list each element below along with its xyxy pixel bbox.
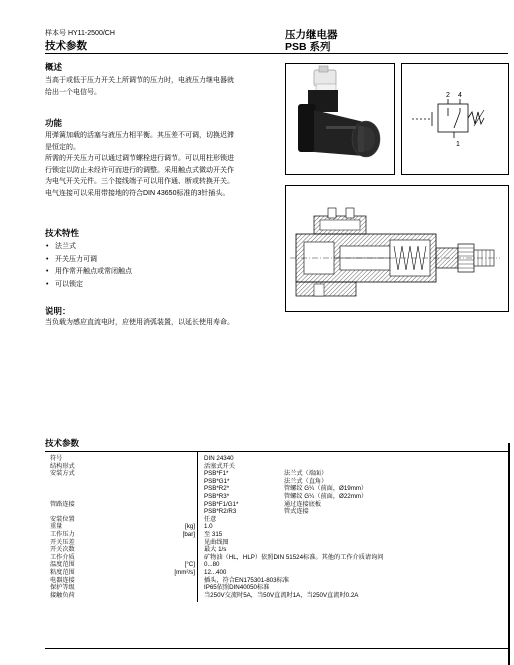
function-line: 所需的开关压力可以通过调节螺栓进行调节。可以用柱形锁进 (45, 155, 234, 162)
row-label: 工作压力 (50, 530, 75, 538)
row-value: PSB*G1* (198, 478, 285, 486)
row-label: 结构形式 (50, 462, 75, 470)
overview-line: 给出一个电信号。 (45, 88, 101, 96)
table-row (45, 523, 507, 531)
row-label: 开关次数 (50, 546, 75, 554)
overview-section (45, 61, 275, 98)
series-title: PSB 系列 (285, 41, 331, 53)
row-extra (284, 523, 507, 531)
tech-table (45, 452, 507, 602)
table-row (45, 485, 507, 493)
row-extra (284, 546, 507, 554)
function-line: 用弹簧加载的活塞与液压力相平衡。其压差不可调，切换迟滞 (45, 132, 234, 139)
table-row (45, 554, 507, 562)
table-row (45, 584, 507, 592)
note-section (45, 305, 280, 329)
function-line: 电气连接可以采用带接地的符合DIN 43650标准的3针插头。 (45, 189, 230, 197)
table-row (45, 478, 507, 486)
row-value: 任意 (198, 516, 285, 524)
row-label: 温度范围 (50, 561, 75, 569)
row-unit: [bar] (182, 530, 195, 538)
feature-item: • 法兰式 (45, 241, 265, 254)
row-extra (284, 561, 507, 569)
row-extra (284, 539, 507, 547)
row-value: 插头，符合EN175301-803标准 (198, 577, 508, 585)
row-extra (284, 452, 507, 463)
row-value: PSB*R3* (198, 493, 285, 501)
row-unit (142, 452, 198, 463)
row-unit (142, 539, 198, 547)
row-extra: 法兰式（端面） (284, 470, 328, 478)
row-value: 1.0 (198, 523, 285, 531)
note-text: 当负载为感应直流电时，应使用消弧装置，以延长使用寿命。 (45, 319, 234, 326)
row-unit (142, 485, 198, 493)
row-value: 当250V交流时5A，当50V直流时1A，当250V直流时0.2A (198, 592, 508, 603)
hydraulic-symbol (401, 63, 509, 175)
row-extra: 管螺纹 G¼（前面，Ø22mm） (284, 492, 368, 500)
features-section (45, 227, 265, 291)
table-row (45, 501, 507, 509)
header-rule (45, 53, 508, 54)
row-label: 管路连接 (50, 500, 75, 508)
note-title: 说明： (45, 306, 71, 316)
table-row (45, 452, 507, 463)
table-row (45, 592, 507, 603)
table-row (45, 508, 507, 516)
table-row (45, 561, 507, 569)
section-title: 技术参数 (45, 40, 87, 52)
row-value: PSB*R2/R3 (198, 508, 285, 516)
row-unit (142, 577, 198, 585)
side-bar (508, 443, 510, 665)
row-label: 保护等级 (50, 584, 75, 592)
switch-symbol-icon (402, 64, 508, 174)
row-label: 安装方式 (50, 470, 75, 478)
row-value: 矿物油（HL，HLP）依照DIN 51524标准。其他的工作介质请询问 (198, 554, 508, 562)
row-extra: 管螺纹 G¼（前面，Ø19mm） (284, 485, 368, 493)
row-unit (142, 516, 198, 524)
row-extra (284, 531, 507, 539)
pressure-switch-photo (286, 64, 394, 174)
section-drawing (285, 185, 509, 312)
row-unit (142, 508, 198, 516)
port-label: 4 (458, 92, 462, 99)
row-unit: [mm²/s] (174, 568, 195, 576)
table-row (45, 493, 507, 501)
table-row (45, 577, 507, 585)
row-value: 至 315 (198, 531, 285, 539)
row-value: 0...80 (198, 561, 285, 569)
row-label: 开关压差 (50, 538, 75, 546)
row-extra: 通过连接底板 (284, 500, 322, 508)
tech-title: 技术参数 (45, 438, 80, 448)
function-section (45, 117, 280, 199)
row-unit (142, 493, 198, 501)
row-value: IP65依照DIN40050标准 (198, 584, 508, 592)
table-row (45, 463, 507, 471)
row-value: 最大 1/s (198, 546, 285, 554)
row-label (45, 508, 142, 516)
table-row (45, 569, 507, 577)
row-extra: 法兰式（直角） (284, 477, 328, 485)
row-label: 粘度范围 (50, 568, 75, 576)
row-value: PSB*F1/G1* (198, 501, 285, 509)
row-unit (142, 478, 198, 486)
cross-section-drawing (286, 186, 508, 311)
product-photo (285, 63, 395, 175)
row-label (45, 485, 142, 493)
table-row (45, 516, 507, 524)
row-unit (142, 584, 198, 592)
row-extra (284, 516, 507, 524)
row-unit: [°C] (184, 561, 195, 569)
row-unit (142, 592, 198, 603)
row-extra: 管式连接 (284, 508, 309, 516)
table-row (45, 546, 507, 554)
feature-item: • 用作常开触点或常闭触点 (45, 266, 265, 279)
function-line: 是恒定的。 (45, 143, 80, 151)
product-title: 压力继电器 (285, 29, 338, 41)
row-unit (142, 463, 198, 471)
row-label: 安装位置 (50, 515, 75, 523)
tech-bottom-rule (45, 648, 508, 649)
row-unit (142, 501, 198, 509)
function-title: 功能 (45, 118, 63, 128)
table-row (45, 531, 507, 539)
row-value: DIN 24340 (198, 452, 285, 463)
row-value: 12...400 (198, 569, 285, 577)
row-unit (142, 470, 198, 478)
row-label: 接触负荷 (50, 591, 75, 599)
row-label: 工作介质 (50, 553, 75, 561)
row-value: PSB*R2* (198, 485, 285, 493)
row-label: 重量 (50, 523, 63, 531)
feature-item: • 开关压力可调 (45, 254, 265, 267)
table-row (45, 539, 507, 547)
row-label: 符号 (50, 455, 63, 462)
row-value: 活塞式开关 (198, 463, 285, 471)
port-label: 2 (446, 92, 450, 99)
function-line: 为电气开关元件。三个接线端子可以用作通、断或转换开关。 (45, 178, 234, 185)
features-title: 技术特性 (45, 228, 80, 238)
overview-line: 当高于或低于压力开关上所调节的压力时，电液压力继电器就 (45, 77, 234, 84)
feature-item: • 可以锁定 (45, 279, 265, 292)
row-label: 电器连接 (50, 576, 75, 584)
row-label (45, 478, 142, 486)
row-unit (142, 554, 198, 562)
row-value: 见曲线图 (198, 539, 285, 547)
row-unit: [kg] (185, 523, 195, 531)
sample-number: 样本号 HY11-2500/CH (45, 30, 115, 37)
row-value: PSB*F1* (198, 470, 285, 478)
row-label (45, 493, 142, 501)
port-label: 1 (456, 141, 460, 148)
function-line: 行锁定以防止未经许可而进行的调整。采用触点式微动开关作 (45, 166, 234, 174)
row-extra (284, 569, 507, 577)
row-unit (142, 546, 198, 554)
overview-title: 概述 (45, 62, 63, 72)
table-row (45, 470, 507, 478)
